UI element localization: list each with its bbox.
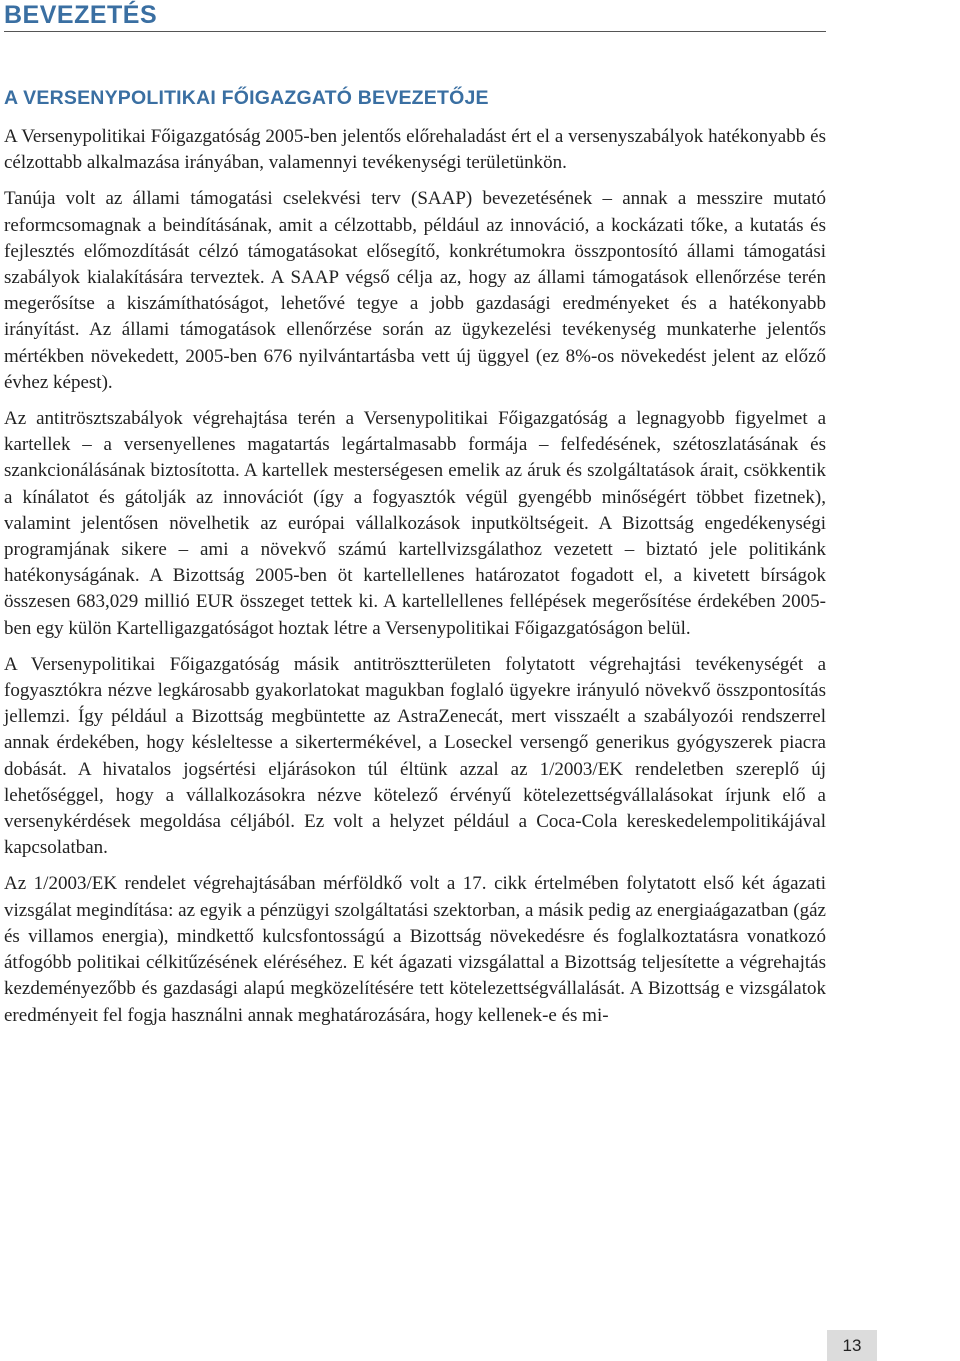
paragraph-cartels: Az antitrösztszabályok végrehajtása terén a Versenypolitikai Főigazgatóság a legnagyobb figyelmet a kartellek – a versenyellenes magatartás legártalmasabb formája – felfedésének, szétoszlatásának és szankcionálásának biztosította. A kartellek mesterségesen emelik az áruk és szolgáltatások árait, csökkentik a kínálatot és gátolják az innovációt (így a fogyasztók végül gyengébb minőségért többet fizetnek), valamint jelentősen növelhetik az európai vállalkozások inputköltségeit. A Bizottság engedékenységi programjának sikere – ami a növekvő számú kartellvizsgálathoz vezetett – biztató jele politikánk hatékonyságának. A Bizottság 2005-ben öt kartellellenes határozatot fogadott el, a kivetett bírságok összesen 683,029 millió EUR összeget tettek ki. A kartellellenes fellépések megerősítése érdekében 2005-ben egy külön Kartelligazgatóságot hoztak létre a Versenypolitikai Főigazgatóságon belül. bbox=[4, 408, 826, 639]
page-number-box bbox=[827, 1330, 877, 1361]
body-text bbox=[4, 124, 826, 1029]
heading-divider bbox=[4, 31, 826, 32]
paragraph-intro: A Versenypolitikai Főigazgatóság 2005-ben jelentős előrehaladást ért el a versenyszabályok hatékonyabb és célzottabb alkalmazása irányában, valamennyi tevékenységi területünkön. bbox=[4, 126, 826, 174]
page-number: 13 bbox=[842, 1335, 862, 1355]
paragraph-sector-inquiries: Az 1/2003/EK rendelet végrehajtásában mérföldkő volt a 17. cikk értelmében folytatott első két ágazati vizsgálat megindítása: az egyik a pénzügyi szolgáltatási szektorban, a másik pedig az energiaágazatban (gáz és villamos energia), mindkettő kulcsfontosságú a Bizottság növekedésre és foglalkoztatásra vonatkozó átfogóbb politikai célkitűzésének eléréséhez. E két ágazati vizsgálattal a Bizottság teljesítette a végrehajtás kezdeményezőbb és gazdasági alapú megközelítésére tett kötelezettségvállalását. A Bizottság e vizsgálatok eredményeit fel fogja használni annak meghatározására, hogy kellenek-e és mi- bbox=[4, 873, 826, 1026]
page-heading: BEVEZETÉS bbox=[4, 1, 158, 29]
paragraph-state-aid: Tanúja volt az állami támogatási cselekvési terv (SAAP) bevezetésének – annak a messzire mutató reformcsomagnak a beindításának, amit a célzottabb, például az innováció, a kockázati tőke, a kutatás és fejlesztés előmozdítását célzó támogatásokat elősegítő, konkrétumokra összpontosító állami támogatási szabályok kialakítására terveztek. A SAAP végső célja az, hogy az állami támogatások ellenőrzése terén megerősítse a kiszámíthatóságot, lehetővé tegye a jobb gazdasági eredményeket és a hatékonyabb irányítást. Az állami támogatások ellenőrzése során az ügykezelési tevékenység munkaterhe jelentős mértékben növekedett, 2005-ben 676 nyilvántartásba vett új üggyel (ez 8%-os növekedést jelent az előző évhez képest). bbox=[4, 188, 826, 393]
paragraph-antitrust: A Versenypolitikai Főigazgatóság másik antitrösztterületen folytatott végrehajtási tevékenységét a fogyasztókra nézve legkárosabb gyakorlatokat magukban foglaló ügyekre irányuló növekvő összpontosítás jellemzi. Így például a Bizottság megbüntette az AstraZenecát, mert visszaélt a szabályozói rendszerrel annak érdekében, hogy késleltesse a sikertermékével, a Loseckel versengő generikus gyógyszerek piacra dobását. A hivatalos jogsértési eljárásokon túl éltünk azzal az 1/2003/EK rendeletben szereplő új lehetőséggel, hogy a vállalkozásokra nézve kötelező érvényű kötelezettségvállalásokat írjunk elő a versenykérdések megoldása céljából. Ez volt a helyzet például a Coca-Cola kereskedelempolitikájával kapcsolatban. bbox=[4, 653, 826, 859]
section-title: A VERSENYPOLITIKAI FŐIGAZGATÓ BEVEZETŐJE bbox=[4, 87, 489, 109]
